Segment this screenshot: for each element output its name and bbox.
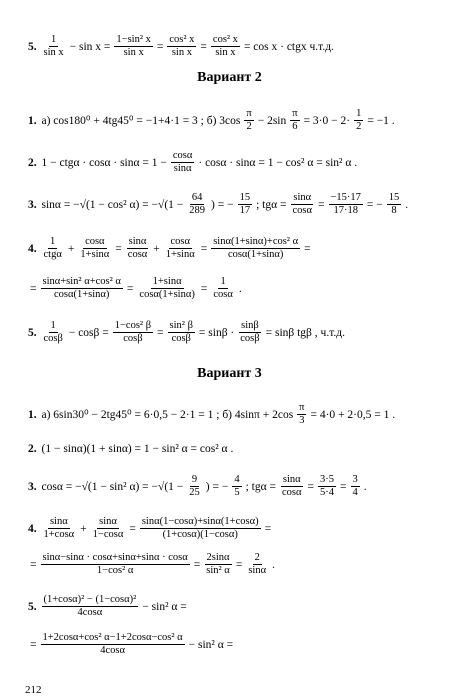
- fraction: $\frac{3\cdot 5}{5\cdot 4}$: [320, 474, 334, 498]
- fraction: $\frac{\text{(1+cosα)² − (1−cosα)²}}{4\cos\alpha}$: [43, 594, 137, 618]
- section-heading: Вариант 2: [197, 70, 262, 85]
- fraction: $\frac{\sin\alpha}{\cos\alpha}$: [282, 474, 302, 498]
- item-number: 2.: [28, 156, 37, 169]
- line-v3-3: 3. cosα = −√(1 − sin² α) = −√(1 − $\frac{9}{25}$ ) = − $\frac{4}{5}$ ; tgα = $\frac{\sin\alpha}{\cos\alpha}$ = $\frac{3\cdot 5}{5\cdot 4}$ = $\frac{3}{4}$ .: [28, 474, 367, 498]
- fraction: $\frac{-15\cdot 17}{17\cdot 18}$: [330, 192, 361, 216]
- fraction: $\frac{1}{2}$: [356, 108, 362, 132]
- line-v3-4b: = $\frac{\sin\alpha-\sin\alpha \cdot \cos\alpha+\sin\alpha+\sin\alpha \cdot \cos\alpha}{\text{1−cos² α}}$ = $\frac{2\sin\alpha}{\text{sin² α}}$ = $\frac{2}{\sin\alpha}$ .: [30, 552, 275, 576]
- fraction: $\frac{\sin\alpha}{\cos\alpha}$: [292, 192, 312, 216]
- line-v1-5: 5. $\frac{1}{\text{sin x}}$ − sin x = $\frac{\text{1−sin² x}}{\text{sin x}}$ = $\frac{\text{cos² x}}{\text{sin x}}$ = $\frac{\text{cos² x}}{\text{sin x}}$ = cos x · ctgx ч.т.д.: [28, 34, 334, 58]
- item-number: 5.: [28, 600, 37, 613]
- fraction: $\frac{\text{1+2cosα+cos² α−1+2cosα−cos² α}}{4\cos\alpha}$: [42, 632, 183, 656]
- line-v2-4a: 4. $\frac{1}{\text{ctgα}}$ + $\frac{\cos\alpha}{1+\sin\alpha}$ = $\frac{\sin\alpha}{\cos\alpha}$ + $\frac{\cos\alpha}{1+\sin\alpha}$ = $\frac{\text{sinα(1+sinα)+cos² α}}{\cos\alpha(1+\sin\alpha)}$ =: [28, 236, 311, 260]
- item-number: 4.: [28, 522, 37, 535]
- fraction: $\frac{\pi}{6}$: [292, 108, 298, 132]
- fraction: $\frac{\sin\alpha}{1+\cos\alpha}$: [43, 516, 75, 540]
- line-v2-1: 1. а) cos180⁰ + 4tg45⁰ = −1+4·1 = 3 ; б) 3cos $\frac{\pi}{2}$ − 2sin $\frac{\pi}{6}$ = 3·0 − 2· $\frac{1}{2}$ = −1 .: [28, 108, 395, 132]
- fraction: $\frac{1}{\cos\alpha}$: [213, 276, 233, 300]
- section-heading: Вариант 3: [197, 366, 262, 381]
- fraction: $\frac{\pi}{3}$: [299, 402, 305, 426]
- fraction: $\frac{\cos\alpha}{1+\sin\alpha}$: [80, 236, 110, 260]
- page-number: 212: [25, 684, 42, 696]
- fraction: $\frac{\sin\alpha(1-\cos\alpha)+\sin\alpha(1+\cos\alpha)}{(1+\cos\alpha)(1-\cos\alpha)}$: [141, 516, 259, 540]
- fraction: $\frac{\sin\alpha}{\cos\alpha}$: [127, 236, 148, 260]
- item-number: 5.: [28, 40, 37, 53]
- fraction: $\frac{1}{\text{ctgα}}$: [43, 236, 62, 260]
- item-number: 1.: [28, 114, 37, 127]
- fraction: $\frac{64}{289}$: [189, 192, 206, 216]
- fraction: $\frac{\text{sin² β}}{\cos\beta}$: [169, 320, 193, 344]
- line-v2-3: 3. sinα = −√(1 − cos² α) = −√(1 − $\frac{64}{289}$ ) = − $\frac{15}{17}$ ; tgα = $\frac{\sin\alpha}{\cos\alpha}$ = $\frac{-15\cdot 17}{17\cdot 18}$ = − $\frac{15}{8}$ .: [28, 192, 409, 216]
- item-number: 5.: [28, 326, 37, 339]
- line-v2-4b: = $\frac{\text{sinα+sin² α+cos² α}}{\cos\alpha(1+\sin\alpha)}$ = $\frac{1+\sin\alpha}{\cos\alpha(1+\sin\alpha)}$ = $\frac{1}{\cos\alpha}$ .: [30, 276, 242, 300]
- line-v2-5: 5. $\frac{1}{\cos\beta}$ − cosβ = $\frac{\text{1−cos² β}}{\cos\beta}$ = $\frac{\text{sin² β}}{\cos\beta}$ = sinβ · $\frac{\sin\beta}{\cos\beta}$ = sinβ tgβ , ч.т.д.: [28, 320, 345, 344]
- fraction: $\frac{3}{4}$: [352, 474, 358, 498]
- fraction: $\frac{\text{cos² x}}{\text{sin x}}$: [169, 34, 195, 58]
- fraction: $\frac{1+\sin\alpha}{\cos\alpha(1+\sin\alpha)}$: [139, 276, 195, 300]
- fraction: $\frac{\pi}{2}$: [246, 108, 252, 132]
- fraction: $\frac{\sin\alpha-\sin\alpha \cdot \cos\alpha+\sin\alpha+\sin\alpha \cdot \cos\alpha}{\text{1−cos² α}}$: [42, 552, 188, 576]
- line-v3-2: 2. (1 − sinα)(1 + sinα) = 1 − sin² α = cos² α .: [28, 443, 234, 456]
- fraction: $\frac{\text{cos² x}}{\text{sin x}}$: [212, 34, 238, 58]
- fraction: $\frac{15}{8}$: [388, 192, 400, 216]
- fraction: $\frac{\text{sinα+sin² α+cos² α}}{\cos\alpha(1+\sin\alpha)}$: [42, 276, 121, 300]
- fraction: $\frac{15}{17}$: [239, 192, 251, 216]
- fraction: $\frac{1}{\cos\beta}$: [43, 320, 63, 344]
- fraction: $\frac{2}{\sin\alpha}$: [248, 552, 267, 576]
- fraction: $\frac{\sin\alpha}{1-\cos\alpha}$: [92, 516, 124, 540]
- fraction: $\frac{2\sin\alpha}{\text{sin² α}}$: [206, 552, 230, 576]
- fraction: $\frac{9}{25}$: [189, 474, 200, 498]
- line-v3-1: 1. а) 6sin30⁰ − 2tg45⁰ = 6·0,5 − 2·1 = 1 ; б) 4sinπ + 2cos $\frac{\pi}{3}$ = 4·0 + 2·0,5 = 1 .: [28, 402, 396, 426]
- item-number: 1.: [28, 408, 37, 421]
- item-number: 2.: [28, 443, 37, 456]
- fraction: $\frac{\text{1−sin² x}}{\text{sin x}}$: [116, 34, 151, 58]
- line-v3-5b: = $\frac{\text{1+2cosα+cos² α−1+2cosα−cos² α}}{4\cos\alpha}$ − sin² α =: [30, 632, 234, 656]
- fraction: $\frac{\text{sinα(1+sinα)+cos² α}}{\cos\alpha(1+\sin\alpha)}$: [213, 236, 299, 260]
- item-number: 4.: [28, 242, 37, 255]
- line-v3-5a: 5. $\frac{\text{(1+cosα)² − (1−cosα)²}}{4\cos\alpha}$ − sin² α =: [28, 594, 187, 618]
- item-number: 3.: [28, 198, 37, 211]
- fraction: $\frac{\cos\alpha}{1+\sin\alpha}$: [165, 236, 195, 260]
- fraction: $\frac{1}{\text{sin x}}$: [43, 34, 64, 58]
- line-v3-4a: 4. $\frac{\sin\alpha}{1+\cos\alpha}$ + $\frac{\sin\alpha}{1-\cos\alpha}$ = $\frac{\sin\alpha(1-\cos\alpha)+\sin\alpha(1+\cos\alpha)}{(1+\cos\alpha)(1-\cos\alpha)}$ =: [28, 516, 272, 540]
- item-number: 3.: [28, 480, 37, 493]
- fraction: $\frac{\text{1−cos² β}}{\cos\beta}$: [114, 320, 152, 344]
- fraction: $\frac{4}{5}$: [234, 474, 240, 498]
- line-v2-2: 2. 1 − ctgα · cosα · sinα = 1 − $\frac{\cos\alpha}{\sin\alpha}$ · cosα · sinα = 1 − cos² α = sin² α .: [28, 150, 358, 174]
- fraction: $\frac{\cos\alpha}{\sin\alpha}$: [172, 150, 193, 174]
- fraction: $\frac{\sin\beta}{\cos\beta}$: [240, 320, 260, 344]
